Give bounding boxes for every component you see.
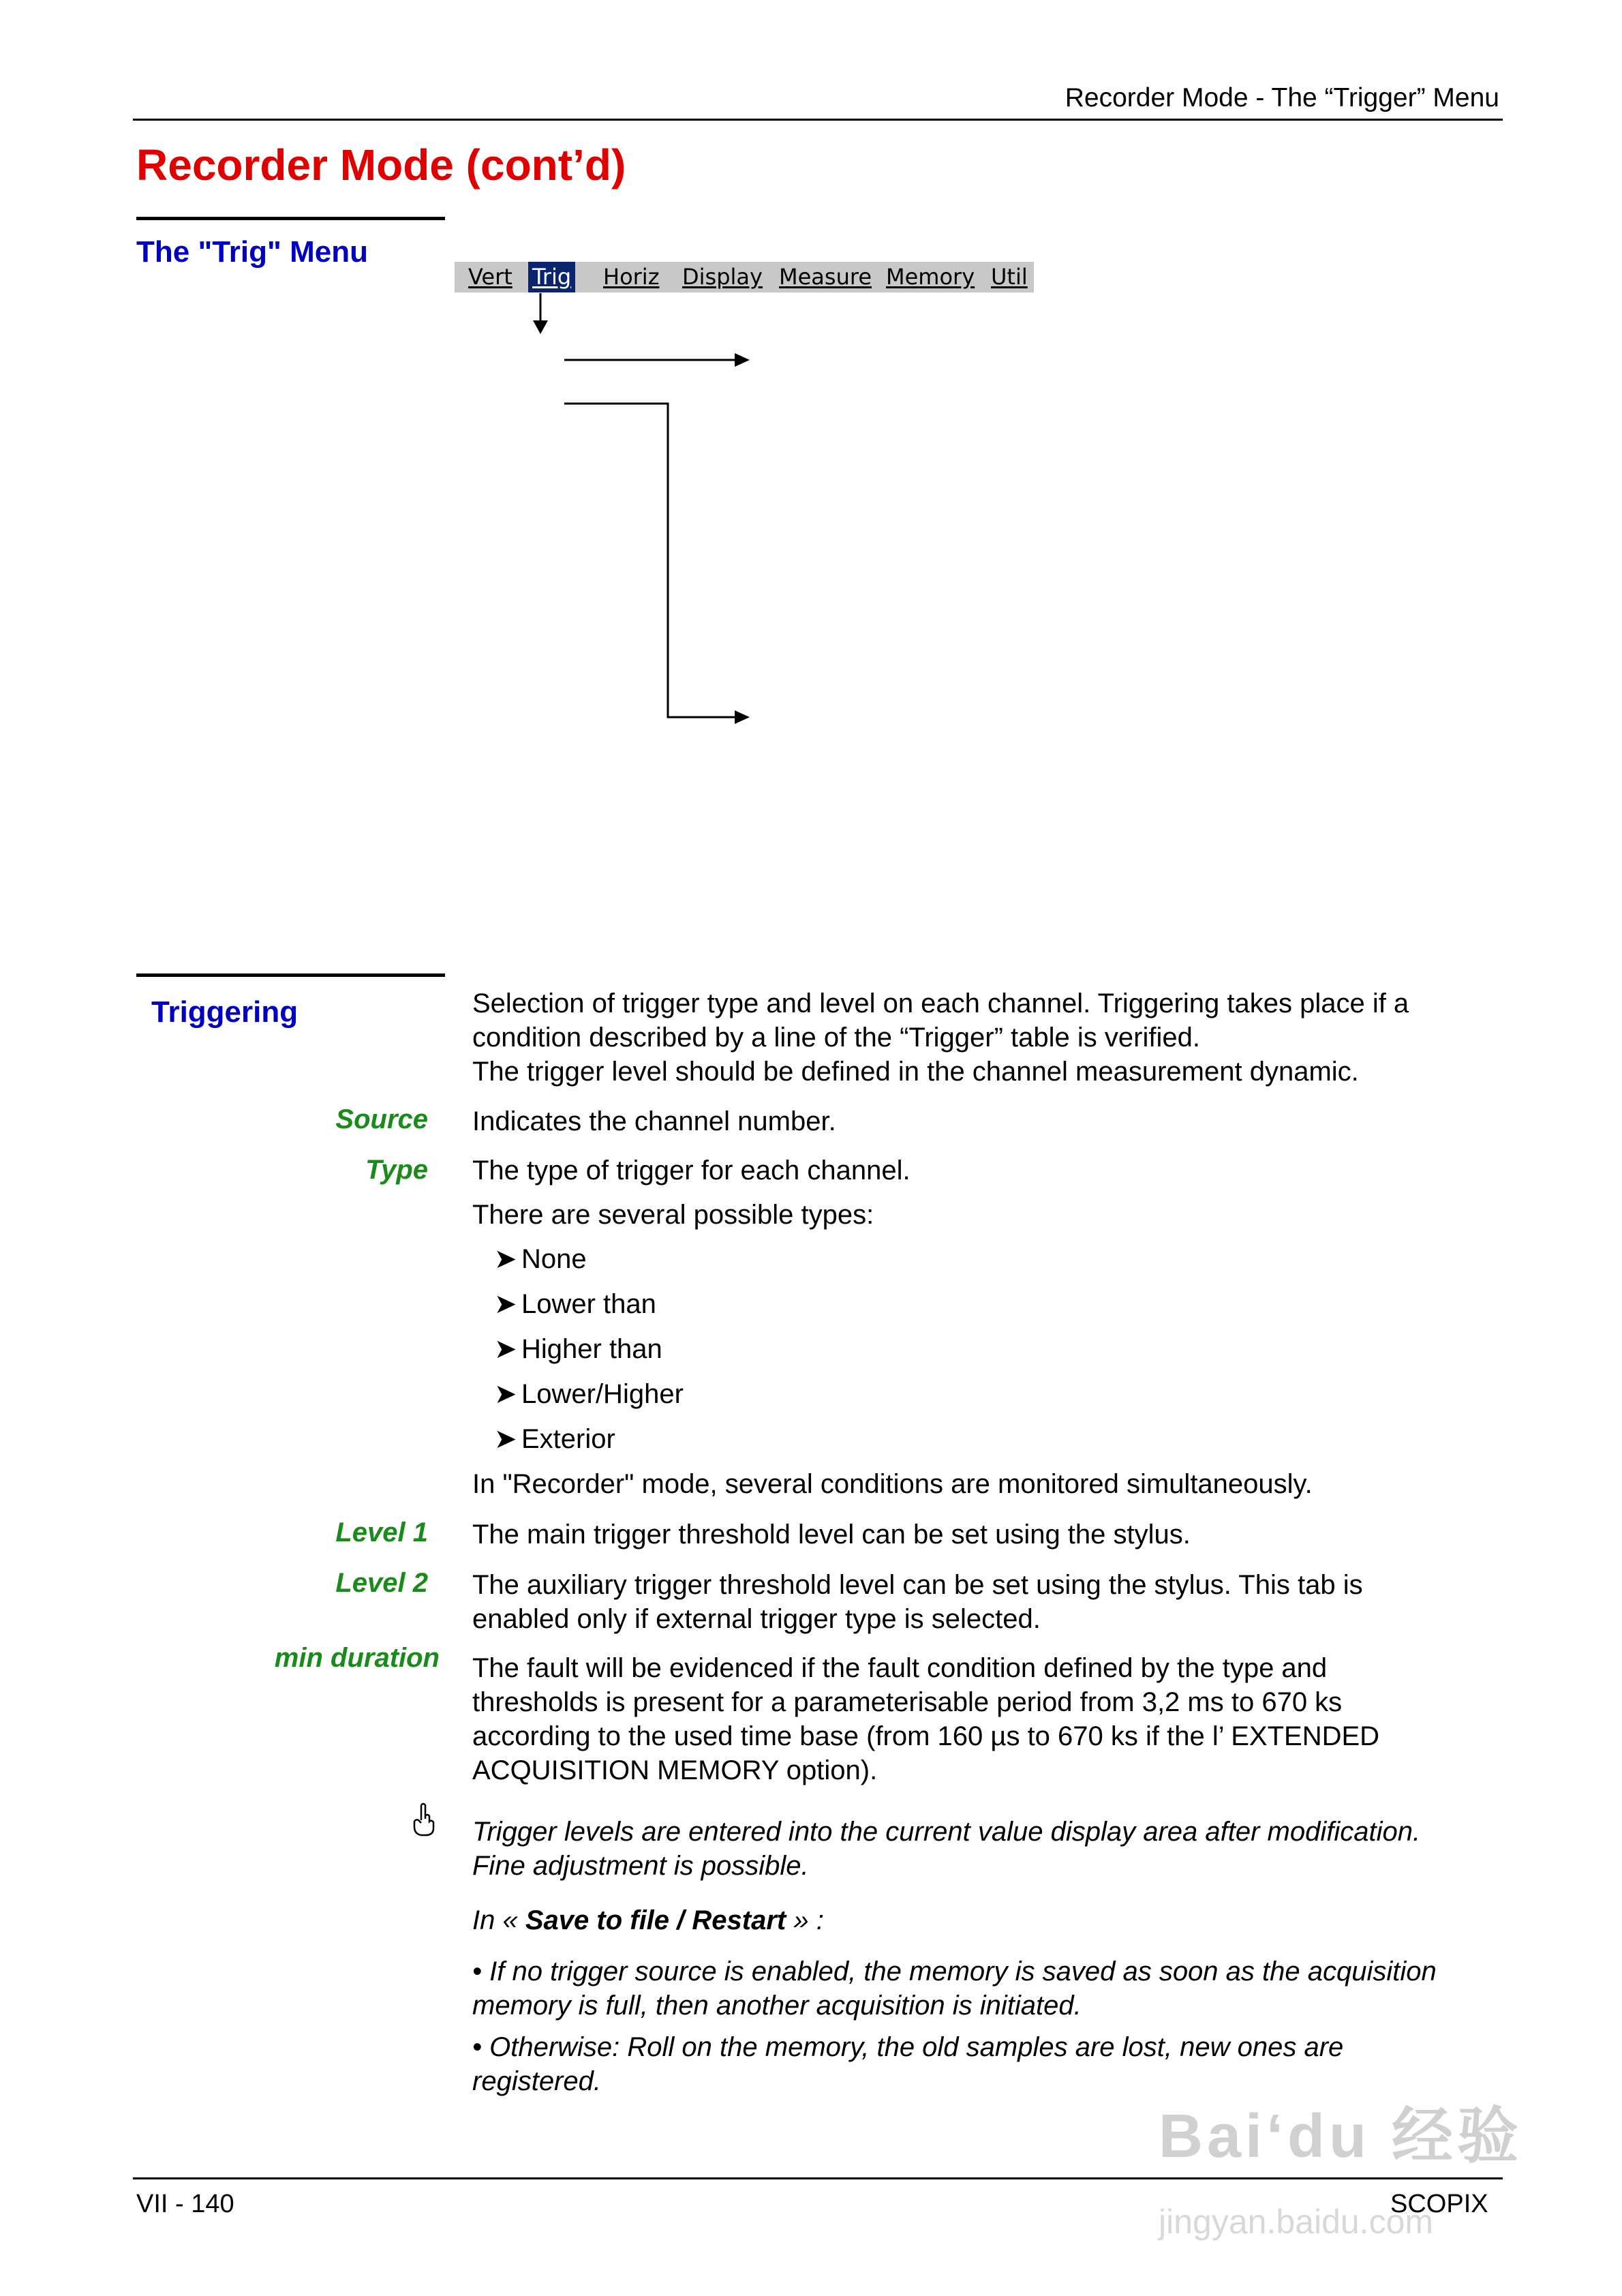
section-divider — [136, 973, 445, 977]
arrow-bullet-icon: ➤ — [494, 1379, 517, 1409]
save-restart-label: Save to file / Restart — [525, 1905, 786, 1935]
menu-item-util[interactable]: Util — [991, 264, 1028, 290]
min-duration-line-1: The fault will be evidenced if the fault condition defined by the type and — [472, 1653, 1328, 1683]
type-text: The type of trigger for each channel. — [472, 1155, 911, 1185]
min-duration-text — [472, 1651, 1379, 1787]
level1-label: Level 1 — [335, 1517, 428, 1547]
list-item: ➤ Exterior — [494, 1422, 684, 1467]
menu-item-trig[interactable]: Trig — [528, 262, 575, 292]
triggering-line-2: condition described by a line of the “Trigger” table is verified. — [472, 1023, 1200, 1053]
arrow-bullet-icon: ➤ — [494, 1334, 517, 1364]
arrow-bullet-icon: ➤ — [494, 1424, 517, 1454]
source-text: Indicates the channel number. — [472, 1106, 836, 1136]
list-item: ➤ Higher than — [494, 1332, 684, 1377]
footer-rule — [133, 2177, 1503, 2179]
list-item: ➤ None — [494, 1242, 684, 1287]
level1-text: The main trigger threshold level can be set using the stylus. — [472, 1520, 1191, 1550]
note-line-2: Fine adjustment is possible. — [472, 1851, 809, 1881]
menu-item-horiz[interactable]: Horiz — [603, 264, 660, 290]
watermark-url: jingyan.baidu.com — [1159, 2203, 1434, 2241]
source-label: Source — [335, 1104, 428, 1134]
note-bullet-1: • If no trigger source is enabled, the memory is saved as soon as the acquisition memory is full, then another acquisition is initiated. — [472, 1957, 1437, 2021]
arrow-bullet-icon: ➤ — [494, 1289, 517, 1319]
triggering-line-1: Selection of trigger type and level on each channel. Triggering takes place if a — [472, 988, 1409, 1018]
min-duration-line-4: ACQUISITION MEMORY option). — [472, 1755, 878, 1785]
type-options-list — [494, 1242, 684, 1467]
type-intro: There are several possible types: — [472, 1200, 874, 1230]
level2-line-2: enabled only if external trigger type is selected. — [472, 1604, 1041, 1634]
list-item: ➤ Lower/Higher — [494, 1377, 684, 1422]
type-outro: In "Recorder" mode, several conditions are monitored simultaneously. — [472, 1469, 1313, 1499]
pointing-hand-icon — [412, 1802, 436, 1837]
menu-arrows-diagram — [0, 0, 1622, 818]
footer-product: SCOPIX — [1390, 2190, 1488, 2218]
page-title: Recorder Mode (cont’d) — [136, 140, 626, 190]
right-arrowhead-1 — [735, 353, 750, 367]
menu-item-vert[interactable]: Vert — [468, 264, 512, 290]
note-bullet-2: • Otherwise: Roll on the memory, the old samples are lost, new ones are registered. — [472, 2032, 1344, 2096]
menu-item-measure[interactable]: Measure — [779, 264, 872, 290]
page-number: VII - 140 — [136, 2190, 234, 2218]
arrow-bullet-icon: ➤ — [494, 1244, 517, 1274]
watermark-logo: Bai‘du 经验 — [1159, 2102, 1523, 2171]
section-title: The "Trig" Menu — [136, 235, 368, 269]
note-line-1: Trigger levels are entered into the current value display area after modification. — [472, 1817, 1421, 1847]
elbow-arrow-line — [564, 404, 736, 717]
menu-item-memory[interactable]: Memory — [886, 264, 975, 290]
triggering-description — [472, 986, 1409, 1089]
min-duration-line-3: according to the used time base (from 160 µs to 670 ks if the l’ EXTENDED — [472, 1721, 1380, 1751]
type-label: Type — [365, 1155, 428, 1185]
triggering-line-3: The trigger level should be defined in the channel measurement dynamic. — [472, 1057, 1359, 1087]
note-text — [472, 1815, 1420, 1883]
list-item: ➤ Lower than — [494, 1287, 684, 1332]
level2-line-1: The auxiliary trigger threshold level can be set using the stylus. This tab is — [472, 1570, 1363, 1600]
running-header: Recorder Mode - The “Trigger” Menu — [1065, 83, 1499, 112]
min-duration-line-2: thresholds is present for a parameterisable period from 3,2 ms to 670 ks — [472, 1687, 1343, 1717]
min-duration-label: min duration — [274, 1643, 440, 1673]
right-arrowhead-2 — [735, 710, 750, 724]
level2-label: Level 2 — [335, 1568, 428, 1598]
down-arrowhead — [533, 320, 548, 334]
menu-item-display[interactable]: Display — [682, 264, 763, 290]
level2-text — [472, 1568, 1363, 1636]
triggering-label: Triggering — [151, 995, 299, 1029]
save-heading: In « Save to file / Restart » : — [472, 1905, 824, 1935]
